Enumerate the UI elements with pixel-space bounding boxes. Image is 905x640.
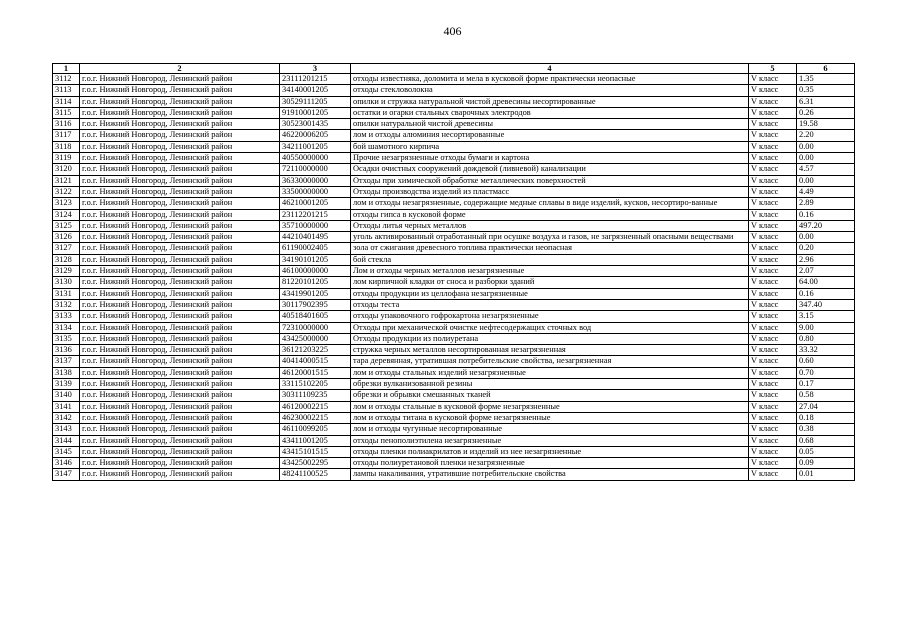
cell-hazard-class: V класс xyxy=(749,356,797,367)
cell-municipality: г.о.г. Нижний Новгород, Ленинский район xyxy=(80,356,280,367)
cell-row-number: 3138 xyxy=(53,367,80,378)
cell-waste-name: обрезки и обрывки смешанных тканей xyxy=(351,390,749,401)
cell-hazard-class: V класс xyxy=(749,186,797,197)
cell-waste-name: отходы продукции из целлофана незагрязненные xyxy=(351,288,749,299)
cell-row-number: 3133 xyxy=(53,311,80,322)
cell-amount: 19.58 xyxy=(797,119,855,130)
cell-hazard-class: V класс xyxy=(749,401,797,412)
cell-amount: 2.20 xyxy=(797,130,855,141)
cell-waste-name: бой стекла xyxy=(351,254,749,265)
cell-amount: 0.26 xyxy=(797,107,855,118)
cell-municipality: г.о.г. Нижний Новгород, Ленинский район xyxy=(80,130,280,141)
cell-municipality: г.о.г. Нижний Новгород, Ленинский район xyxy=(80,412,280,423)
cell-amount: 0.00 xyxy=(797,153,855,164)
table-row xyxy=(53,379,855,390)
cell-waste-code: 43425000000 xyxy=(280,333,351,344)
cell-amount: 27.04 xyxy=(797,401,855,412)
cell-municipality: г.о.г. Нижний Новгород, Ленинский район xyxy=(80,186,280,197)
cell-waste-name: отходы упаковочного гофрокартона незагрязненные xyxy=(351,311,749,322)
cell-municipality: г.о.г. Нижний Новгород, Ленинский район xyxy=(80,254,280,265)
cell-waste-code: 23111201215 xyxy=(280,74,351,85)
table-row xyxy=(53,356,855,367)
cell-row-number: 3125 xyxy=(53,220,80,231)
cell-hazard-class: V класс xyxy=(749,345,797,356)
cell-waste-code: 72110000000 xyxy=(280,164,351,175)
cell-amount: 4.57 xyxy=(797,164,855,175)
cell-row-number: 3145 xyxy=(53,446,80,457)
cell-row-number: 3127 xyxy=(53,243,80,254)
cell-waste-code: 61190002405 xyxy=(280,243,351,254)
cell-waste-code: 30529111205 xyxy=(280,96,351,107)
cell-row-number: 3118 xyxy=(53,141,80,152)
cell-waste-code: 34190101205 xyxy=(280,254,351,265)
cell-municipality: г.о.г. Нижний Новгород, Ленинский район xyxy=(80,107,280,118)
cell-row-number: 3114 xyxy=(53,96,80,107)
table-row xyxy=(53,243,855,254)
table-row xyxy=(53,446,855,457)
cell-municipality: г.о.г. Нижний Новгород, Ленинский район xyxy=(80,141,280,152)
table-row xyxy=(53,401,855,412)
table-header xyxy=(53,64,855,74)
cell-waste-name: лом и отходы титана в кусковой форме незагрязненные xyxy=(351,412,749,423)
cell-municipality: г.о.г. Нижний Новгород, Ленинский район xyxy=(80,401,280,412)
cell-hazard-class: V класс xyxy=(749,74,797,85)
cell-amount: 0.68 xyxy=(797,435,855,446)
cell-waste-code: 36121203225 xyxy=(280,345,351,356)
cell-municipality: г.о.г. Нижний Новгород, Ленинский район xyxy=(80,164,280,175)
cell-row-number: 3117 xyxy=(53,130,80,141)
table-row xyxy=(53,311,855,322)
cell-municipality: г.о.г. Нижний Новгород, Ленинский район xyxy=(80,311,280,322)
cell-amount: 2.96 xyxy=(797,254,855,265)
cell-waste-name: Отходы производства изделий из пластмасс xyxy=(351,186,749,197)
cell-waste-code: 33115102205 xyxy=(280,379,351,390)
cell-municipality: г.о.г. Нижний Новгород, Ленинский район xyxy=(80,446,280,457)
cell-waste-code: 35710000000 xyxy=(280,220,351,231)
cell-hazard-class: V класс xyxy=(749,367,797,378)
cell-waste-code: 43415101515 xyxy=(280,446,351,457)
cell-municipality: г.о.г. Нижний Новгород, Ленинский район xyxy=(80,220,280,231)
cell-row-number: 3129 xyxy=(53,266,80,277)
table-row xyxy=(53,412,855,423)
cell-row-number: 3121 xyxy=(53,175,80,186)
cell-amount: 64.00 xyxy=(797,277,855,288)
column-header-2: 2 xyxy=(80,64,280,74)
cell-hazard-class: V класс xyxy=(749,232,797,243)
cell-hazard-class: V класс xyxy=(749,153,797,164)
cell-row-number: 3113 xyxy=(53,85,80,96)
cell-waste-name: Отходы при химической обработке металлических поверхностей xyxy=(351,175,749,186)
cell-hazard-class: V класс xyxy=(749,85,797,96)
table-row xyxy=(53,198,855,209)
cell-waste-name: опилки и стружка натуральной чистой древесины несортированные xyxy=(351,96,749,107)
table-row xyxy=(53,254,855,265)
cell-municipality: г.о.г. Нижний Новгород, Ленинский район xyxy=(80,175,280,186)
cell-waste-code: 33500000000 xyxy=(280,186,351,197)
cell-amount: 497.20 xyxy=(797,220,855,231)
cell-municipality: г.о.г. Нижний Новгород, Ленинский район xyxy=(80,198,280,209)
cell-waste-code: 91910001205 xyxy=(280,107,351,118)
table-row xyxy=(53,424,855,435)
cell-amount: 0.05 xyxy=(797,446,855,457)
cell-row-number: 3130 xyxy=(53,277,80,288)
cell-waste-name: стружка черных металлов несортированная незагрязненная xyxy=(351,345,749,356)
cell-row-number: 3112 xyxy=(53,74,80,85)
cell-municipality: г.о.г. Нижний Новгород, Ленинский район xyxy=(80,458,280,469)
cell-municipality: г.о.г. Нижний Новгород, Ленинский район xyxy=(80,74,280,85)
cell-hazard-class: V класс xyxy=(749,469,797,480)
cell-waste-name: лом и отходы стальных изделий незагрязненные xyxy=(351,367,749,378)
cell-row-number: 3136 xyxy=(53,345,80,356)
table-row xyxy=(53,175,855,186)
cell-amount: 0.00 xyxy=(797,141,855,152)
cell-hazard-class: V класс xyxy=(749,435,797,446)
cell-amount: 9.00 xyxy=(797,322,855,333)
cell-hazard-class: V класс xyxy=(749,288,797,299)
cell-waste-code: 46120001515 xyxy=(280,367,351,378)
cell-amount: 347.40 xyxy=(797,299,855,310)
cell-municipality: г.о.г. Нижний Новгород, Ленинский район xyxy=(80,277,280,288)
column-header-1: 1 xyxy=(53,64,80,74)
cell-hazard-class: V класс xyxy=(749,266,797,277)
cell-waste-name: отходы пленки полиакрилатов и изделий из нее незагрязненные xyxy=(351,446,749,457)
cell-waste-code: 46120002215 xyxy=(280,401,351,412)
cell-waste-name: лом и отходы стальные в кусковой форме незагрязненные xyxy=(351,401,749,412)
cell-hazard-class: V класс xyxy=(749,446,797,457)
column-header-4: 4 xyxy=(351,64,749,74)
table-body xyxy=(53,74,855,481)
cell-municipality: г.о.г. Нижний Новгород, Ленинский район xyxy=(80,345,280,356)
cell-waste-code: 40414000515 xyxy=(280,356,351,367)
table-row xyxy=(53,96,855,107)
cell-amount: 0.70 xyxy=(797,367,855,378)
cell-waste-code: 43425002295 xyxy=(280,458,351,469)
cell-amount: 33.32 xyxy=(797,345,855,356)
cell-hazard-class: V класс xyxy=(749,277,797,288)
cell-amount: 0.09 xyxy=(797,458,855,469)
cell-waste-code: 46110099205 xyxy=(280,424,351,435)
cell-row-number: 3128 xyxy=(53,254,80,265)
cell-row-number: 3119 xyxy=(53,153,80,164)
cell-amount: 0.00 xyxy=(797,232,855,243)
cell-waste-name: отходы известняка, доломита и мела в кусковой форме практически неопасные xyxy=(351,74,749,85)
cell-waste-name: остатки и огарки стальных сварочных электродов xyxy=(351,107,749,118)
cell-waste-code: 46230002215 xyxy=(280,412,351,423)
cell-municipality: г.о.г. Нижний Новгород, Ленинский район xyxy=(80,85,280,96)
cell-waste-code: 40550000000 xyxy=(280,153,351,164)
cell-row-number: 3137 xyxy=(53,356,80,367)
cell-amount: 0.18 xyxy=(797,412,855,423)
cell-hazard-class: V класс xyxy=(749,175,797,186)
cell-row-number: 3124 xyxy=(53,209,80,220)
cell-waste-code: 46210001205 xyxy=(280,198,351,209)
cell-waste-code: 30311109235 xyxy=(280,390,351,401)
cell-hazard-class: V класс xyxy=(749,254,797,265)
cell-municipality: г.о.г. Нижний Новгород, Ленинский район xyxy=(80,232,280,243)
cell-municipality: г.о.г. Нижний Новгород, Ленинский район xyxy=(80,209,280,220)
cell-hazard-class: V класс xyxy=(749,141,797,152)
cell-row-number: 3144 xyxy=(53,435,80,446)
cell-amount: 3.15 xyxy=(797,311,855,322)
cell-hazard-class: V класс xyxy=(749,164,797,175)
cell-hazard-class: V класс xyxy=(749,424,797,435)
cell-row-number: 3143 xyxy=(53,424,80,435)
cell-waste-code: 44210401495 xyxy=(280,232,351,243)
cell-amount: 0.16 xyxy=(797,288,855,299)
table-row xyxy=(53,288,855,299)
cell-amount: 2.89 xyxy=(797,198,855,209)
table-row xyxy=(53,345,855,356)
cell-hazard-class: V класс xyxy=(749,299,797,310)
cell-hazard-class: V класс xyxy=(749,130,797,141)
cell-amount: 4.49 xyxy=(797,186,855,197)
table-row xyxy=(53,333,855,344)
table-row xyxy=(53,74,855,85)
cell-waste-name: опилки натуральной чистой древесины xyxy=(351,119,749,130)
column-header-5: 5 xyxy=(749,64,797,74)
cell-waste-name: уголь активированный отработанный при осушке воздуха и газов, не загрязненный опасными веществами xyxy=(351,232,749,243)
cell-waste-code: 43411001205 xyxy=(280,435,351,446)
cell-waste-code: 30117902395 xyxy=(280,299,351,310)
cell-amount: 0.38 xyxy=(797,424,855,435)
cell-hazard-class: V класс xyxy=(749,333,797,344)
cell-amount: 0.00 xyxy=(797,175,855,186)
table-row xyxy=(53,130,855,141)
cell-waste-code: 34140001205 xyxy=(280,85,351,96)
cell-amount: 6.31 xyxy=(797,96,855,107)
cell-amount: 0.01 xyxy=(797,469,855,480)
table-row xyxy=(53,209,855,220)
cell-row-number: 3142 xyxy=(53,412,80,423)
cell-hazard-class: V класс xyxy=(749,311,797,322)
table-row xyxy=(53,277,855,288)
table-row xyxy=(53,266,855,277)
cell-row-number: 3140 xyxy=(53,390,80,401)
cell-row-number: 3126 xyxy=(53,232,80,243)
table-row xyxy=(53,141,855,152)
cell-municipality: г.о.г. Нижний Новгород, Ленинский район xyxy=(80,424,280,435)
cell-waste-code: 23112201215 xyxy=(280,209,351,220)
cell-row-number: 3120 xyxy=(53,164,80,175)
cell-municipality: г.о.г. Нижний Новгород, Ленинский район xyxy=(80,367,280,378)
column-header-3: 3 xyxy=(280,64,351,74)
cell-hazard-class: V класс xyxy=(749,209,797,220)
cell-row-number: 3134 xyxy=(53,322,80,333)
table-row xyxy=(53,153,855,164)
cell-waste-name: лом и отходы чугунные несортированные xyxy=(351,424,749,435)
cell-waste-name: тара деревянная, утратившая потребительские свойства, незагрязненная xyxy=(351,356,749,367)
cell-waste-name: Отходы продукции из полиуретана xyxy=(351,333,749,344)
cell-hazard-class: V класс xyxy=(749,220,797,231)
cell-municipality: г.о.г. Нижний Новгород, Ленинский район xyxy=(80,119,280,130)
cell-row-number: 3116 xyxy=(53,119,80,130)
cell-waste-name: отходы пенополиэтилена незагрязненные xyxy=(351,435,749,446)
cell-hazard-class: V класс xyxy=(749,243,797,254)
table-row xyxy=(53,186,855,197)
cell-amount: 0.60 xyxy=(797,356,855,367)
cell-municipality: г.о.г. Нижний Новгород, Ленинский район xyxy=(80,469,280,480)
cell-hazard-class: V класс xyxy=(749,198,797,209)
cell-hazard-class: V класс xyxy=(749,119,797,130)
table-row xyxy=(53,367,855,378)
cell-row-number: 3141 xyxy=(53,401,80,412)
page-number: 406 xyxy=(443,24,462,38)
cell-waste-code: 40518401605 xyxy=(280,311,351,322)
cell-waste-name: отходы стекловолокна xyxy=(351,85,749,96)
cell-hazard-class: V класс xyxy=(749,322,797,333)
cell-amount: 2.07 xyxy=(797,266,855,277)
table-row xyxy=(53,458,855,469)
cell-waste-code: 30523001435 xyxy=(280,119,351,130)
table-row xyxy=(53,469,855,480)
table-row xyxy=(53,164,855,175)
cell-waste-code: 81220101205 xyxy=(280,277,351,288)
cell-waste-name: Осадки очистных сооружений дождевой (ливневой) канализации xyxy=(351,164,749,175)
cell-waste-code: 43419901205 xyxy=(280,288,351,299)
cell-waste-name: отходы теста xyxy=(351,299,749,310)
cell-municipality: г.о.г. Нижний Новгород, Ленинский район xyxy=(80,288,280,299)
table-row xyxy=(53,390,855,401)
cell-municipality: г.о.г. Нижний Новгород, Ленинский район xyxy=(80,390,280,401)
cell-waste-name: обрезки вулканизованной резины xyxy=(351,379,749,390)
cell-waste-code: 34211001205 xyxy=(280,141,351,152)
cell-amount: 0.35 xyxy=(797,85,855,96)
cell-hazard-class: V класс xyxy=(749,458,797,469)
table-row xyxy=(53,119,855,130)
cell-hazard-class: V класс xyxy=(749,412,797,423)
cell-amount: 0.58 xyxy=(797,390,855,401)
cell-waste-name: отходы полиуретановой пленки незагрязненные xyxy=(351,458,749,469)
cell-amount: 0.16 xyxy=(797,209,855,220)
cell-waste-code: 36330000000 xyxy=(280,175,351,186)
column-header-6: 6 xyxy=(797,64,855,74)
header-row xyxy=(53,64,855,74)
cell-municipality: г.о.г. Нижний Новгород, Ленинский район xyxy=(80,333,280,344)
waste-register-table xyxy=(52,63,855,481)
cell-waste-name: лом и отходы незагрязненные, содержащие медные сплавы в виде изделий, кусков, несортиро-ванные xyxy=(351,198,749,209)
cell-row-number: 3147 xyxy=(53,469,80,480)
cell-municipality: г.о.г. Нижний Новгород, Ленинский район xyxy=(80,435,280,446)
cell-waste-name: лом кирпичной кладки от сноса и разборки зданий xyxy=(351,277,749,288)
cell-waste-code: 46220006205 xyxy=(280,130,351,141)
cell-row-number: 3131 xyxy=(53,288,80,299)
table-row xyxy=(53,107,855,118)
table-row xyxy=(53,232,855,243)
table-row xyxy=(53,299,855,310)
cell-row-number: 3132 xyxy=(53,299,80,310)
cell-hazard-class: V класс xyxy=(749,390,797,401)
table-row xyxy=(53,322,855,333)
cell-waste-name: лампы накаливания, утратившие потребительские свойства xyxy=(351,469,749,480)
cell-waste-name: зола от сжигания древесного топлива практически неопасная xyxy=(351,243,749,254)
cell-row-number: 3146 xyxy=(53,458,80,469)
cell-waste-name: Отходы при механической очистке нефтесодержащих сточных вод xyxy=(351,322,749,333)
table-row xyxy=(53,435,855,446)
cell-hazard-class: V класс xyxy=(749,96,797,107)
cell-waste-name: лом и отходы алюминия несортированные xyxy=(351,130,749,141)
cell-waste-name: Прочие незагрязненные отходы бумаги и картона xyxy=(351,153,749,164)
cell-waste-code: 46100000000 xyxy=(280,266,351,277)
cell-municipality: г.о.г. Нижний Новгород, Ленинский район xyxy=(80,243,280,254)
cell-municipality: г.о.г. Нижний Новгород, Ленинский район xyxy=(80,96,280,107)
cell-waste-code: 72310000000 xyxy=(280,322,351,333)
cell-municipality: г.о.г. Нижний Новгород, Ленинский район xyxy=(80,266,280,277)
cell-row-number: 3115 xyxy=(53,107,80,118)
cell-row-number: 3135 xyxy=(53,333,80,344)
cell-waste-name: Отходы литья черных металлов xyxy=(351,220,749,231)
cell-row-number: 3122 xyxy=(53,186,80,197)
cell-hazard-class: V класс xyxy=(749,379,797,390)
cell-waste-name: отходы гипса в кусковой форме xyxy=(351,209,749,220)
cell-row-number: 3123 xyxy=(53,198,80,209)
cell-amount: 0.80 xyxy=(797,333,855,344)
cell-waste-code: 48241100525 xyxy=(280,469,351,480)
cell-amount: 0.20 xyxy=(797,243,855,254)
table-row xyxy=(53,220,855,231)
cell-amount: 0.17 xyxy=(797,379,855,390)
cell-waste-name: Лом и отходы черных металлов незагрязненные xyxy=(351,266,749,277)
cell-municipality: г.о.г. Нижний Новгород, Ленинский район xyxy=(80,299,280,310)
cell-hazard-class: V класс xyxy=(749,107,797,118)
cell-municipality: г.о.г. Нижний Новгород, Ленинский район xyxy=(80,153,280,164)
cell-row-number: 3139 xyxy=(53,379,80,390)
cell-waste-name: бой шамотного кирпича xyxy=(351,141,749,152)
cell-municipality: г.о.г. Нижний Новгород, Ленинский район xyxy=(80,322,280,333)
cell-amount: 1.35 xyxy=(797,74,855,85)
cell-municipality: г.о.г. Нижний Новгород, Ленинский район xyxy=(80,379,280,390)
table-row xyxy=(53,85,855,96)
